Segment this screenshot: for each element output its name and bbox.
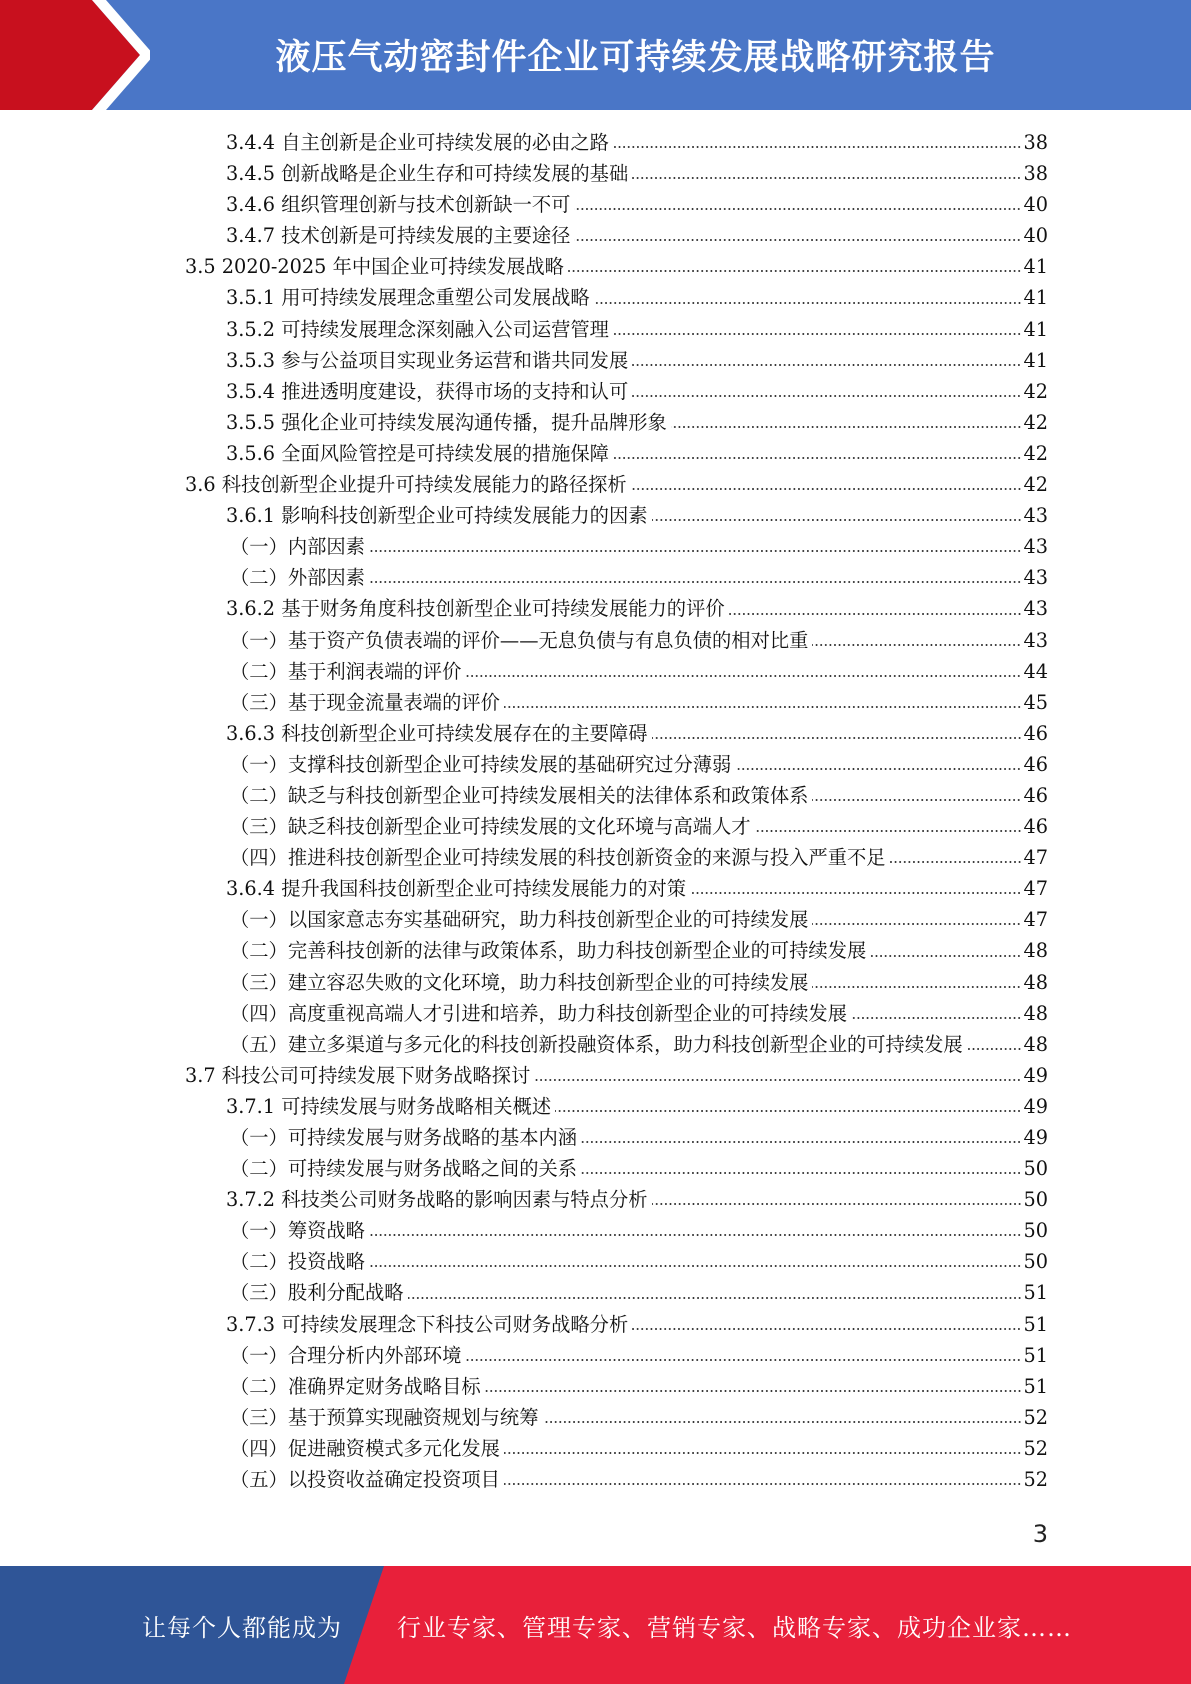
footer-slogan-right: 行业专家、管理专家、营销专家、战略专家、成功企业家……	[397, 1613, 1072, 1642]
toc-entry-page: 51	[1023, 1343, 1048, 1367]
toc-dot-leader	[631, 486, 1022, 492]
toc-entry-title: 3.7.2 科技类公司财务战略的影响因素与特点分析	[226, 1184, 648, 1215]
toc-dot-leader	[870, 953, 1021, 959]
toc-entry[interactable]	[0, 1277, 1191, 1308]
toc-entry[interactable]	[0, 1091, 1191, 1122]
toc-entry-page: 41	[1023, 317, 1048, 341]
toc-dot-leader	[504, 1450, 1022, 1456]
toc-entry-title: （五）建立多渠道与多元化的科技创新投融资体系，助力科技创新型企业的可持续发展	[230, 1029, 963, 1060]
toc-entry[interactable]	[0, 1215, 1191, 1246]
toc-dot-leader	[369, 1232, 1021, 1238]
toc-entry[interactable]	[0, 376, 1191, 407]
toc-entry-page: 52	[1023, 1436, 1048, 1460]
toc-entry-page: 48	[1023, 939, 1048, 963]
toc-entry[interactable]	[0, 345, 1191, 376]
toc-dot-leader	[555, 1108, 1021, 1114]
toc-entry-page: 42	[1023, 410, 1048, 434]
toc-entry-title: （三）基于现金流量表端的评价	[230, 687, 500, 718]
header-arrow-logo	[0, 0, 150, 110]
toc-entry[interactable]	[0, 718, 1191, 749]
toc-entry-page: 40	[1023, 224, 1048, 248]
toc-entry-page: 49	[1023, 1063, 1048, 1087]
toc-entry[interactable]	[0, 1340, 1191, 1371]
toc-entry-title: （一）合理分析内外部环境	[230, 1340, 461, 1371]
toc-entry[interactable]	[0, 1309, 1191, 1340]
toc-entry-title: 3.6.1 影响科技创新型企业可持续发展能力的因素	[226, 500, 648, 531]
toc-entry-title: （三）建立容忍失败的文化环境，助力科技创新型企业的可持续发展	[230, 967, 808, 998]
toc-entry-page: 41	[1023, 348, 1048, 372]
toc-entry-title: （二）准确界定财务战略目标	[230, 1371, 481, 1402]
toc-dot-leader	[369, 1263, 1021, 1269]
toc-entry-title: 3.5.3 参与公益项目实现业务运营和谐共同发展	[226, 345, 628, 376]
toc-entry-title: （一）基于资产负债表端的评价——无息负债与有息负债的相对比重	[230, 625, 808, 656]
toc-entry[interactable]	[0, 593, 1191, 624]
toc-entry[interactable]	[0, 1184, 1191, 1215]
toc-entry[interactable]	[0, 811, 1191, 842]
toc-dot-leader	[729, 611, 1022, 617]
toc-dot-leader	[613, 331, 1021, 337]
toc-entry-page: 46	[1023, 783, 1048, 807]
page-header	[0, 0, 1191, 110]
toc-entry[interactable]	[0, 220, 1191, 251]
toc-entry-title: 3.7.3 可持续发展理念下科技公司财务战略分析	[226, 1309, 628, 1340]
toc-entry[interactable]	[0, 749, 1191, 780]
toc-entry-title: 3.5.4 推进透明度建设，获得市场的支持和认可	[226, 376, 628, 407]
toc-entry-page: 52	[1023, 1468, 1048, 1492]
toc-dot-leader	[574, 206, 1021, 212]
toc-entry-title: （二）投资战略	[230, 1246, 365, 1277]
toc-dot-leader	[613, 144, 1021, 150]
toc-entry[interactable]	[0, 127, 1191, 158]
toc-dot-leader	[652, 1201, 1022, 1207]
toc-entry-title: （二）可持续发展与财务战略之间的关系	[230, 1153, 577, 1184]
toc-entry-title: 3.6 科技创新型企业提升可持续发展能力的路径探析	[185, 469, 627, 500]
toc-entry-page: 46	[1023, 815, 1048, 839]
toc-entry-page: 48	[1023, 1001, 1048, 1025]
toc-entry-page: 43	[1023, 504, 1048, 528]
toc-entry-page: 51	[1023, 1374, 1048, 1398]
toc-dot-leader	[543, 1419, 1022, 1425]
toc-entry-page: 48	[1023, 970, 1048, 994]
toc-dot-leader	[504, 704, 1022, 710]
toc-dot-leader	[369, 548, 1021, 554]
toc-entry[interactable]	[0, 998, 1191, 1029]
toc-dot-leader	[632, 175, 1021, 181]
toc-entry[interactable]	[0, 531, 1191, 562]
toc-entry-title: （五）以投资收益确定投资项目	[230, 1464, 500, 1495]
toc-entry-title: 3.5.5 强化企业可持续发展沟通传播，提升品牌形象	[226, 407, 667, 438]
toc-entry[interactable]	[0, 251, 1191, 282]
toc-dot-leader	[594, 300, 1022, 306]
toc-entry-title: 3.4.4 自主创新是企业可持续发展的必由之路	[226, 127, 609, 158]
toc-dot-leader	[465, 1357, 1021, 1363]
toc-entry[interactable]	[0, 469, 1191, 500]
toc-entry-page: 47	[1023, 908, 1048, 932]
toc-entry-page: 43	[1023, 535, 1048, 559]
toc-entry-page: 50	[1023, 1157, 1048, 1181]
toc-entry-page: 43	[1023, 597, 1048, 621]
toc-entry-page: 38	[1023, 131, 1048, 154]
toc-entry-title: 3.4.6 组织管理创新与技术创新缺一不可	[226, 189, 570, 220]
toc-dot-leader	[812, 642, 1021, 648]
toc-entry-page: 43	[1023, 566, 1048, 590]
toc-entry-title: （一）支撑科技创新型企业可持续发展的基础研究过分薄弱	[230, 749, 731, 780]
toc-entry-title: 3.4.5 创新战略是企业生存和可持续发展的基础	[226, 158, 628, 189]
toc-dot-leader	[465, 673, 1021, 679]
toc-entry-page: 49	[1023, 1094, 1048, 1118]
toc-dot-leader	[652, 517, 1022, 523]
toc-dot-leader	[369, 579, 1021, 585]
toc-entry[interactable]	[0, 314, 1191, 345]
toc-entry-page: 49	[1023, 1126, 1048, 1149]
toc-entry-page: 46	[1023, 721, 1048, 745]
toc-entry-page: 50	[1023, 1250, 1048, 1274]
toc-entry-page: 38	[1023, 162, 1048, 186]
toc-entry-title: 3.5.6 全面风险管控是可持续发展的措施保障	[226, 438, 609, 469]
toc-entry[interactable]	[0, 500, 1191, 531]
toc-dot-leader	[671, 424, 1022, 430]
toc-entry[interactable]	[0, 656, 1191, 687]
toc-entry[interactable]	[0, 1246, 1191, 1277]
toc-entry-title: （二）外部因素	[230, 562, 365, 593]
toc-entry-page: 51	[1023, 1281, 1048, 1305]
toc-entry-title: （二）基于利润表端的评价	[230, 656, 461, 687]
toc-entry-page: 50	[1023, 1188, 1048, 1212]
toc-entry-title: （三）缺乏科技创新型企业可持续发展的文化环境与高端人才	[230, 811, 751, 842]
toc-entry-title: 3.6.4 提升我国科技创新型企业可持续发展能力的对策	[226, 873, 686, 904]
toc-entry-title: 3.5.1 用可持续发展理念重塑公司发展战略	[226, 282, 590, 313]
toc-entry[interactable]	[0, 687, 1191, 718]
toc-entry-title: （三）股利分配战略	[230, 1277, 404, 1308]
toc-entry[interactable]	[0, 1029, 1191, 1060]
toc-entry[interactable]	[0, 1433, 1191, 1464]
toc-entry-page: 48	[1023, 1032, 1048, 1056]
toc-entry-title: （一）以国家意志夯实基础研究，助力科技创新型企业的可持续发展	[230, 904, 808, 935]
toc-entry[interactable]	[0, 904, 1191, 935]
toc-entry[interactable]	[0, 1122, 1191, 1153]
toc-entry-title: （一）内部因素	[230, 531, 365, 562]
toc-entry-page: 47	[1023, 877, 1048, 901]
toc-dot-leader	[632, 1326, 1021, 1332]
toc-entry[interactable]	[0, 1153, 1191, 1184]
toc-entry[interactable]	[0, 158, 1191, 189]
toc-dot-leader	[534, 1077, 1021, 1083]
toc-dot-leader	[581, 1170, 1021, 1176]
toc-entry-title: （一）筹资战略	[230, 1215, 365, 1246]
toc-dot-leader	[812, 984, 1021, 990]
toc-dot-leader	[812, 921, 1021, 927]
toc-dot-leader	[735, 766, 1021, 772]
toc-dot-leader	[812, 797, 1021, 803]
toc-entry-page: 47	[1023, 846, 1048, 870]
toc-entry-page: 43	[1023, 628, 1048, 652]
toc-entry[interactable]	[0, 438, 1191, 469]
toc-entry-title: 3.6.3 科技创新型企业可持续发展存在的主要障碍	[226, 718, 648, 749]
toc-entry[interactable]	[0, 842, 1191, 873]
toc-entry[interactable]	[0, 1464, 1191, 1495]
toc-entry[interactable]	[0, 282, 1191, 313]
toc-entry-page: 42	[1023, 473, 1048, 497]
toc-entry[interactable]	[0, 873, 1191, 904]
toc-entry-page: 40	[1023, 193, 1048, 217]
toc-entry-title: 3.5.2 可持续发展理念深刻融入公司运营管理	[226, 314, 609, 345]
report-title: 液压气动密封件企业可持续发展战略研究报告	[275, 38, 996, 78]
toc-entry-title: （四）促进融资模式多元化发展	[230, 1433, 500, 1464]
toc-dot-leader	[581, 1139, 1021, 1145]
toc-dot-leader	[632, 362, 1021, 368]
toc-dot-leader	[574, 237, 1021, 243]
toc-entry[interactable]	[0, 780, 1191, 811]
page-number: 3	[1032, 1520, 1048, 1548]
toc-entry-page: 46	[1023, 752, 1048, 776]
toc-entry-title: 3.4.7 技术创新是可持续发展的主要途径	[226, 220, 570, 251]
toc-dot-leader	[568, 268, 1022, 274]
toc-entry[interactable]	[0, 189, 1191, 220]
toc-dot-leader	[890, 859, 1022, 865]
toc-dot-leader	[851, 1015, 1021, 1021]
toc-entry-title: （四）高度重视高端人才引进和培养，助力科技创新型企业的可持续发展	[230, 998, 847, 1029]
toc-entry-title: 3.7.1 可持续发展与财务战略相关概述	[226, 1091, 551, 1122]
toc-dot-leader	[504, 1481, 1022, 1487]
toc-entry[interactable]	[0, 562, 1191, 593]
toc-dot-leader	[632, 393, 1021, 399]
toc-entry-page: 41	[1023, 286, 1048, 310]
toc-entry-page: 44	[1023, 659, 1048, 683]
toc-entry-title: （二）完善科技创新的法律与政策体系，助力科技创新型企业的可持续发展	[230, 935, 866, 966]
toc-entry[interactable]	[0, 407, 1191, 438]
toc-entry-page: 52	[1023, 1405, 1048, 1429]
toc-entry-page: 50	[1023, 1219, 1048, 1243]
toc-entry[interactable]	[0, 625, 1191, 656]
toc-entry-title: （二）缺乏与科技创新型企业可持续发展相关的法律体系和政策体系	[230, 780, 808, 811]
toc-entry-page: 42	[1023, 379, 1048, 403]
toc-entry[interactable]	[0, 1402, 1191, 1433]
toc-entry-title: （一）可持续发展与财务战略的基本内涵	[230, 1122, 577, 1153]
toc-entry-title: 3.7 科技公司可持续发展下财务战略探讨	[185, 1060, 530, 1091]
toc-dot-leader	[408, 1295, 1022, 1301]
toc-entry-title: （三）基于预算实现融资规划与统筹	[230, 1402, 539, 1433]
page-footer	[0, 1566, 1191, 1684]
toc-entry-page: 42	[1023, 441, 1048, 465]
toc-entry[interactable]	[0, 1371, 1191, 1402]
toc-dot-leader	[690, 890, 1021, 896]
toc-entry-page: 41	[1023, 255, 1048, 279]
toc-entry-title: （四）推进科技创新型企业可持续发展的科技创新资金的来源与投入严重不足	[230, 842, 886, 873]
toc-dot-leader	[485, 1388, 1022, 1394]
footer-slogan-left: 让每个人都能成为	[142, 1613, 342, 1642]
toc-entry-title: 3.6.2 基于财务角度科技创新型企业可持续发展能力的评价	[226, 593, 725, 624]
toc-entry-title: 3.5 2020-2025 年中国企业可持续发展战略	[185, 251, 564, 282]
toc-entry[interactable]	[0, 935, 1191, 966]
toc-entry[interactable]	[0, 1060, 1191, 1091]
toc-entry[interactable]	[0, 967, 1191, 998]
toc-entry-page: 51	[1023, 1312, 1048, 1336]
toc-dot-leader	[613, 455, 1021, 461]
toc-dot-leader	[967, 1046, 1022, 1052]
toc-dot-leader	[652, 735, 1022, 741]
table-of-contents	[0, 127, 1191, 1495]
toc-entry-page: 45	[1023, 690, 1048, 714]
toc-dot-leader	[755, 828, 1022, 834]
